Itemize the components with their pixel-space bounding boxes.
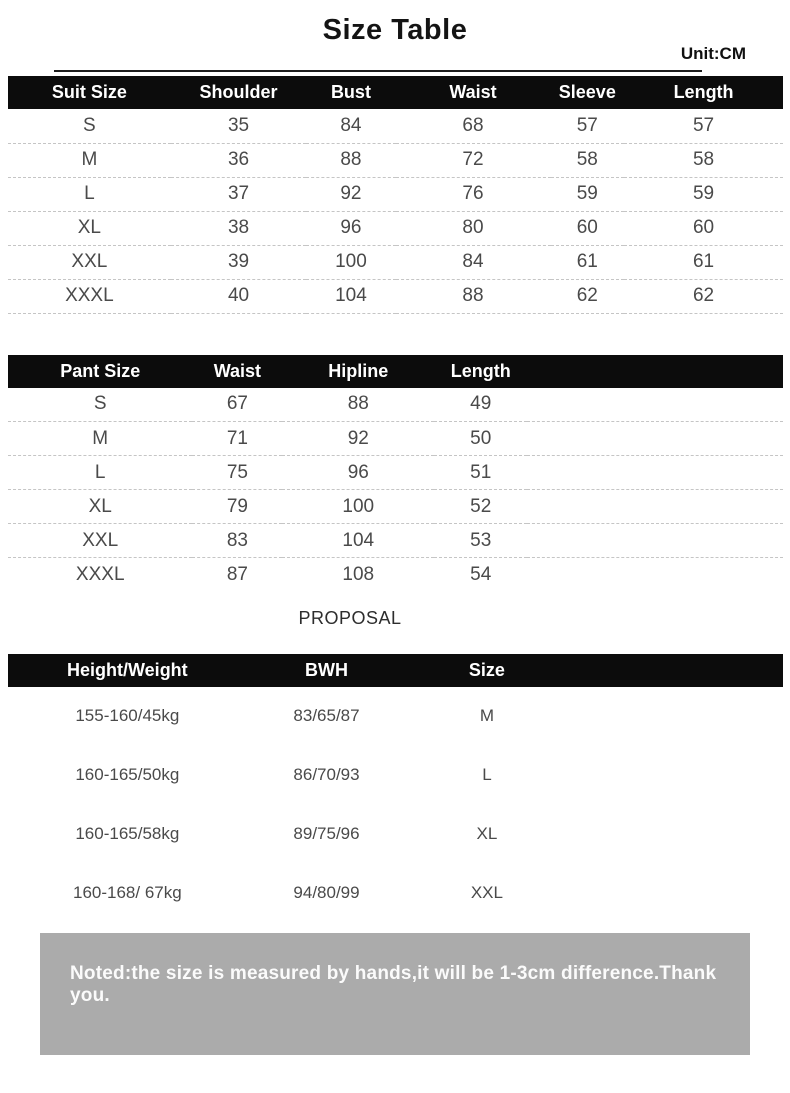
table-row [8, 746, 783, 805]
table-cell: 36 [171, 143, 307, 177]
table-cell: 49 [434, 388, 527, 422]
cell-filler [527, 524, 783, 558]
note-text: Noted:the size is measured by hands,it will be 1-3cm difference.Thank you. [70, 962, 717, 1006]
proposal-table [8, 654, 783, 923]
table-row [8, 687, 783, 746]
header-row [8, 654, 783, 687]
cell-filler [568, 864, 783, 923]
table-cell: 87 [226, 563, 248, 585]
proposal-table-body [8, 687, 783, 923]
table-cell: 92 [282, 422, 434, 456]
table-cell: 54 [470, 563, 492, 585]
table-cell: 72 [396, 143, 551, 177]
table-cell: 57 [551, 109, 625, 143]
table-cell: 60 [624, 211, 783, 245]
table-cell: 86/70/93 [293, 765, 360, 784]
column-header: Waist [396, 76, 551, 109]
table-cell: 61 [624, 245, 783, 279]
table-row [8, 805, 783, 864]
table-cell: 57 [624, 109, 783, 143]
suit-size-table [8, 76, 783, 314]
column-header: Size [406, 654, 567, 687]
column-header: Shoulder [171, 76, 307, 109]
column-header: Waist [192, 355, 282, 388]
cell-filler [568, 805, 783, 864]
table-row [8, 211, 783, 245]
cell-filler [527, 490, 783, 524]
table-cell: 37 [171, 177, 307, 211]
table-cell: L [482, 765, 492, 784]
column-header: Length [434, 355, 527, 388]
table-row [8, 245, 783, 279]
table-cell: 40 [171, 279, 307, 313]
unit-label: Unit:CM [680, 44, 746, 63]
table-row [8, 490, 783, 524]
table-cell: 89/75/96 [293, 824, 360, 843]
table-cell: XXL [470, 883, 503, 902]
table-cell: XXXL [8, 279, 171, 313]
table-row [8, 388, 783, 422]
table-cell: 53 [434, 524, 527, 558]
table-cell: 160-168/ 67kg [72, 883, 182, 902]
table-cell: 104 [306, 279, 395, 313]
table-cell: XL [8, 490, 192, 524]
table-row [8, 143, 783, 177]
table-cell: 88 [306, 143, 395, 177]
table-cell: 51 [434, 456, 527, 490]
table-cell: 58 [551, 143, 625, 177]
table-cell: 60 [551, 211, 625, 245]
divider-line [54, 70, 702, 72]
table-cell: 83 [192, 524, 282, 558]
cell-filler [527, 422, 783, 456]
header-filler [568, 654, 783, 687]
pant-size-table [8, 355, 783, 592]
table-cell: 94/80/99 [293, 883, 360, 902]
table-cell: 61 [551, 245, 625, 279]
table-cell: 160-165/50kg [75, 765, 180, 784]
table-cell: 96 [282, 456, 434, 490]
column-header: Length [624, 76, 783, 109]
column-header: BWH [247, 654, 407, 687]
table-row [8, 456, 783, 490]
suit-table-header [8, 76, 783, 109]
cell-filler [568, 687, 783, 746]
column-header: Sleeve [551, 76, 625, 109]
table-cell: 160-165/58kg [75, 824, 180, 843]
cell-filler [527, 456, 783, 490]
table-cell: 35 [171, 109, 307, 143]
table-row [8, 558, 783, 592]
table-cell: 155-160/45kg [75, 706, 180, 725]
column-header: Pant Size [8, 355, 192, 388]
proposal-heading: PROPOSAL [298, 607, 402, 628]
table-cell: S [8, 109, 171, 143]
table-cell: S [8, 388, 192, 422]
table-cell: 58 [624, 143, 783, 177]
table-cell: XXL [8, 245, 171, 279]
cell-filler [527, 388, 783, 422]
table-cell: 84 [396, 245, 551, 279]
page-title: Size Table [322, 14, 468, 46]
table-cell: 39 [171, 245, 307, 279]
column-header: Hipline [282, 355, 434, 388]
suit-table-body [8, 109, 783, 313]
table-cell: 100 [282, 490, 434, 524]
table-cell: L [8, 456, 192, 490]
table-row [8, 524, 783, 558]
table-cell: 83/65/87 [293, 706, 360, 725]
header-row [8, 76, 783, 109]
cell-filler [527, 558, 783, 592]
table-cell: 76 [396, 177, 551, 211]
table-cell: 96 [306, 211, 395, 245]
header-row [8, 355, 783, 388]
table-row [8, 864, 783, 923]
note-box [40, 933, 750, 1055]
table-cell: 80 [396, 211, 551, 245]
column-header: Bust [306, 76, 395, 109]
header-filler [527, 355, 783, 388]
page-header [0, 0, 790, 62]
table-cell: 52 [434, 490, 527, 524]
cell-filler [568, 746, 783, 805]
table-cell: 68 [396, 109, 551, 143]
table-cell: 104 [282, 524, 434, 558]
table-cell: XXL [8, 524, 192, 558]
table-cell: XL [476, 824, 498, 843]
table-row [8, 279, 783, 313]
table-cell: 71 [192, 422, 282, 456]
table-cell: 84 [306, 109, 395, 143]
column-header: Height/Weight [8, 654, 247, 687]
table-cell: 50 [434, 422, 527, 456]
pant-table-body [8, 388, 783, 592]
table-cell: M [8, 143, 171, 177]
table-cell: 88 [396, 279, 551, 313]
table-row [8, 177, 783, 211]
table-cell: 62 [551, 279, 625, 313]
table-cell: 92 [306, 177, 395, 211]
table-cell: 59 [551, 177, 625, 211]
table-cell: L [8, 177, 171, 211]
table-row [8, 422, 783, 456]
table-cell: 62 [624, 279, 783, 313]
table-cell: 79 [192, 490, 282, 524]
pant-table-header [8, 355, 783, 388]
table-cell: 75 [192, 456, 282, 490]
table-cell: 38 [171, 211, 307, 245]
table-cell: XL [8, 211, 171, 245]
table-cell: XXXL [75, 563, 125, 585]
table-cell: M [479, 706, 494, 725]
proposal-table-header [8, 654, 783, 687]
table-cell: 100 [306, 245, 395, 279]
table-cell: 67 [192, 388, 282, 422]
table-cell: 59 [624, 177, 783, 211]
column-header: Suit Size [8, 76, 171, 109]
table-row [8, 109, 783, 143]
table-cell: 108 [342, 563, 375, 585]
table-cell: M [8, 422, 192, 456]
table-cell: 88 [282, 388, 434, 422]
